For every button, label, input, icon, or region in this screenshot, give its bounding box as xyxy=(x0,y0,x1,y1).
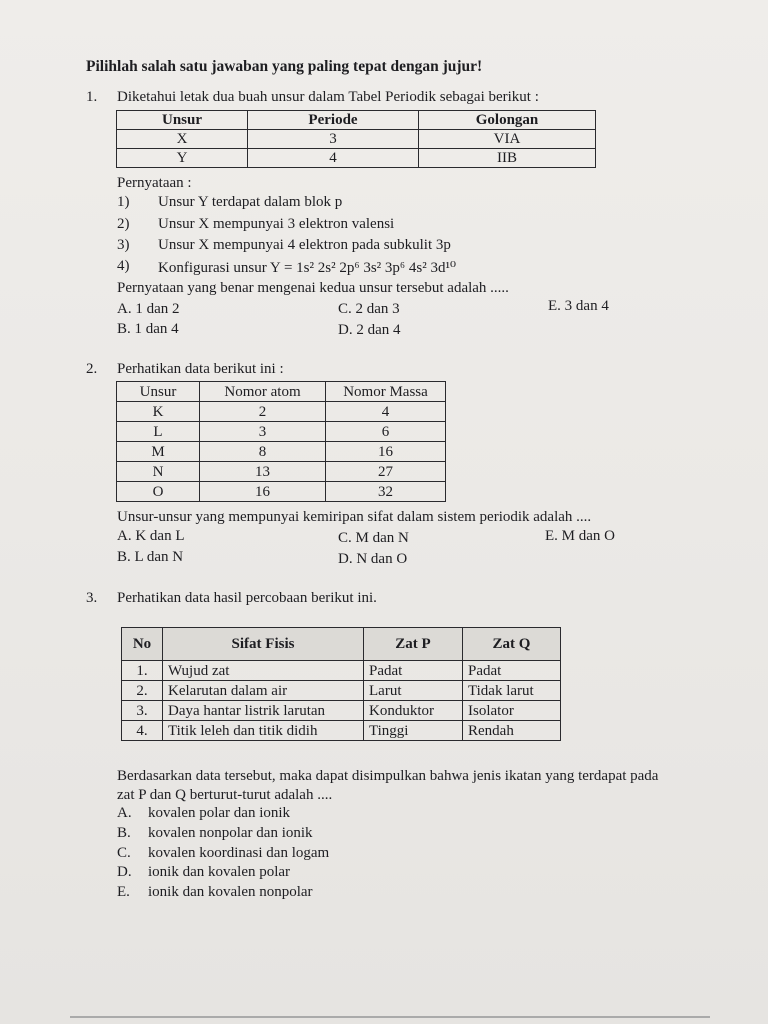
table-row xyxy=(117,402,446,422)
q3-option-c[interactable]: kovalen koordinasi dan logam xyxy=(148,845,330,861)
table-cell: 4 xyxy=(248,149,419,168)
table-header-row xyxy=(117,382,446,402)
table-row xyxy=(117,422,446,442)
q3-option-e[interactable]: ionik dan kovalen nonpolar xyxy=(148,884,313,900)
q2-option-c[interactable]: C. M dan N xyxy=(338,530,409,546)
table-cell: L xyxy=(117,422,200,442)
table-cell: Tinggi xyxy=(364,721,463,741)
q1-option-a[interactable]: A. 1 dan 2 xyxy=(117,301,180,317)
q3-stem: Perhatikan data hasil percobaan berikut ini. xyxy=(117,590,377,606)
statement-text: Unsur X mempunyai 3 elektron valensi xyxy=(158,216,395,232)
table-header: Zat P xyxy=(364,628,463,661)
table-cell: X xyxy=(117,130,248,149)
statement-number: 1) xyxy=(117,194,130,210)
table-cell: 6 xyxy=(326,422,446,442)
table-cell: O xyxy=(117,482,200,502)
q3-table xyxy=(121,627,561,741)
table-cell: 1. xyxy=(122,661,163,681)
table-cell: Titik leleh dan titik didih xyxy=(163,721,364,741)
q2-question: Unsur-unsur yang mempunyai kemiripan sifat dalam sistem periodik adalah .... xyxy=(117,509,592,525)
table-cell: Larut xyxy=(364,681,463,701)
q2-option-b[interactable]: B. L dan N xyxy=(117,549,184,565)
statement-number: 2) xyxy=(117,216,130,232)
table-row xyxy=(122,681,561,701)
table-cell: Kelarutan dalam air xyxy=(163,681,364,701)
statement-text: Konfigurasi unsur Y = 1s² 2s² 2p⁶ 3s² 3p⁶ 4s² 3d¹⁰ xyxy=(158,260,456,276)
table-cell: M xyxy=(117,442,200,462)
table-cell: Wujud zat xyxy=(163,661,364,681)
table-row xyxy=(117,130,596,149)
table-header-row xyxy=(117,111,596,130)
table-cell: Daya hantar listrik larutan xyxy=(163,701,364,721)
table-row xyxy=(117,482,446,502)
q3-number: 3. xyxy=(86,590,98,606)
q3-option-b[interactable]: kovalen nonpolar dan ionik xyxy=(148,825,313,841)
table-cell: 3 xyxy=(248,130,419,149)
table-header: Nomor Massa xyxy=(326,382,446,402)
table-cell: N xyxy=(117,462,200,482)
statement-number: 4) xyxy=(117,258,130,274)
q1-question: Pernyataan yang benar mengenai kedua unsur tersebut adalah ..... xyxy=(117,280,509,296)
q1-number: 1. xyxy=(86,89,98,105)
q3-option-letter: B. xyxy=(117,825,131,841)
q1-option-c[interactable]: C. 2 dan 3 xyxy=(338,301,400,317)
table-row xyxy=(122,661,561,681)
statement-text: Unsur Y terdapat dalam blok p xyxy=(158,194,343,210)
table-cell: 13 xyxy=(200,462,326,482)
page-edge-divider xyxy=(70,1016,710,1018)
table-cell: 16 xyxy=(326,442,446,462)
instruction-heading: Pilihlah salah satu jawaban yang paling tepat dengan jujur! xyxy=(86,58,483,75)
q2-option-e[interactable]: E. M dan O xyxy=(545,528,615,544)
table-header: Zat Q xyxy=(463,628,561,661)
table-cell: 3. xyxy=(122,701,163,721)
q1-option-b[interactable]: B. 1 dan 4 xyxy=(117,321,179,337)
table-cell: Konduktor xyxy=(364,701,463,721)
q1-option-e[interactable]: E. 3 dan 4 xyxy=(548,298,609,314)
table-cell: Padat xyxy=(364,661,463,681)
q1-stem: Diketahui letak dua buah unsur dalam Tabel Periodik sebagai berikut : xyxy=(117,89,539,105)
q1-table xyxy=(116,110,596,168)
table-cell: 2. xyxy=(122,681,163,701)
table-row xyxy=(117,149,596,168)
table-header: Unsur xyxy=(117,111,248,130)
q3-option-letter: D. xyxy=(117,864,132,880)
table-cell: Rendah xyxy=(463,721,561,741)
table-cell: 16 xyxy=(200,482,326,502)
q3-option-d[interactable]: ionik dan kovalen polar xyxy=(148,864,291,880)
table-cell: 8 xyxy=(200,442,326,462)
table-cell: 3 xyxy=(200,422,326,442)
table-cell: 2 xyxy=(200,402,326,422)
table-cell: 4. xyxy=(122,721,163,741)
q1-option-d[interactable]: D. 2 dan 4 xyxy=(338,322,401,338)
q3-option-a[interactable]: kovalen polar dan ionik xyxy=(148,805,291,821)
table-row xyxy=(122,701,561,721)
q3-question-line2: zat P dan Q berturut-turut adalah .... xyxy=(117,787,333,803)
statement-number: 3) xyxy=(117,237,130,253)
q2-stem: Perhatikan data berikut ini : xyxy=(117,361,284,377)
table-header: Unsur xyxy=(117,382,200,402)
statement-text: Unsur X mempunyai 4 elektron pada subkulit 3p xyxy=(158,237,451,253)
q2-option-a[interactable]: A. K dan L xyxy=(117,528,185,544)
table-cell: Y xyxy=(117,149,248,168)
table-cell: VIA xyxy=(419,130,596,149)
q2-option-d[interactable]: D. N dan O xyxy=(338,551,408,567)
q3-option-letter: E. xyxy=(117,884,130,900)
table-cell: 32 xyxy=(326,482,446,502)
table-cell: 4 xyxy=(326,402,446,422)
table-cell: 27 xyxy=(326,462,446,482)
q3-question-line1: Berdasarkan data tersebut, maka dapat disimpulkan bahwa jenis ikatan yang terdapat pada xyxy=(117,768,659,784)
table-header: Nomor atom xyxy=(200,382,326,402)
table-header: No xyxy=(122,628,163,661)
table-row xyxy=(117,462,446,482)
q1-statements-title: Pernyataan : xyxy=(117,175,192,191)
q2-number: 2. xyxy=(86,361,98,377)
q3-option-letter: A. xyxy=(117,805,132,821)
table-row xyxy=(117,442,446,462)
table-header: Golongan xyxy=(419,111,596,130)
table-cell: IIB xyxy=(419,149,596,168)
table-header: Periode xyxy=(248,111,419,130)
q2-table xyxy=(116,381,446,502)
table-cell: K xyxy=(117,402,200,422)
table-cell: Tidak larut xyxy=(463,681,561,701)
table-cell: Padat xyxy=(463,661,561,681)
table-header: Sifat Fisis xyxy=(163,628,364,661)
table-cell: Isolator xyxy=(463,701,561,721)
table-row xyxy=(122,721,561,741)
table-header-row xyxy=(122,628,561,661)
q3-option-letter: C. xyxy=(117,845,131,861)
